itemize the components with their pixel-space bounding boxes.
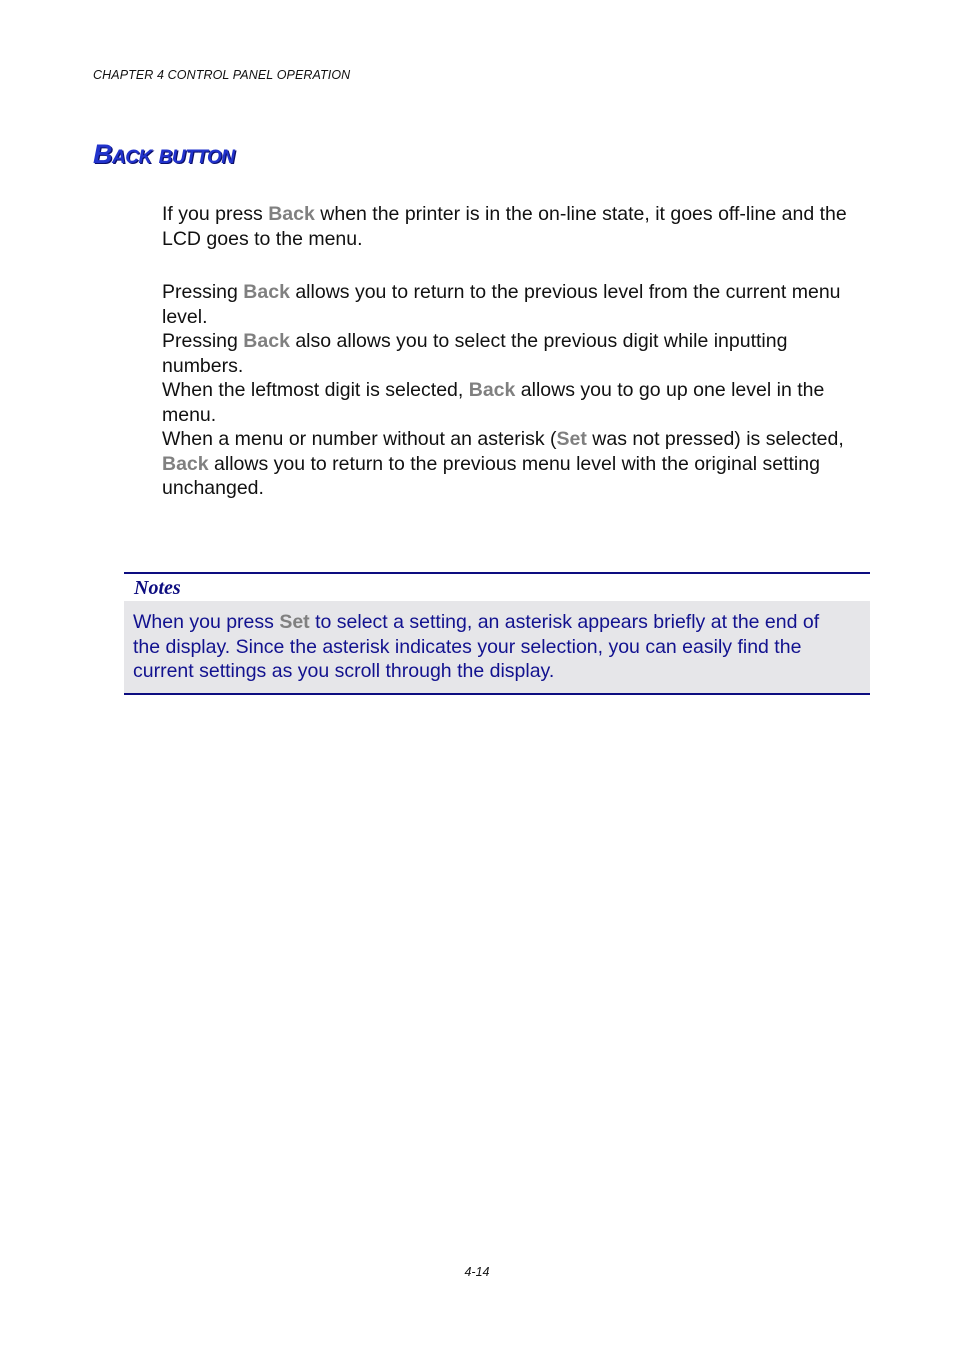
paragraph-1 xyxy=(162,202,872,251)
set-keyword: Set xyxy=(279,611,310,633)
text-span: When the leftmost digit is selected, xyxy=(162,379,469,401)
text-span: When you press xyxy=(133,611,280,633)
body-text xyxy=(162,202,872,501)
section-title: Back button xyxy=(93,139,235,169)
text-span: was not pressed) is selected, xyxy=(586,428,844,450)
text-span: Pressing xyxy=(162,330,244,352)
text-span: When a menu or number without an asterisk ( xyxy=(162,428,557,450)
running-header: CHAPTER 4 CONTROL PANEL OPERATION xyxy=(93,68,351,82)
paragraph-2 xyxy=(162,280,872,329)
notes-label: Notes xyxy=(124,574,870,601)
paragraph-5 xyxy=(162,427,872,501)
paragraph-4 xyxy=(162,378,872,427)
paragraph-3 xyxy=(162,329,872,378)
text-span: allows you to return to the previous level from the current menu level. xyxy=(162,281,841,328)
text-span: If you press xyxy=(162,203,269,225)
back-keyword: Back xyxy=(468,379,516,401)
text-span: to select a setting, an asterisk appears briefly at the end of the display. Since the asterisk indicates your selection, you can easily find the current settings as you scroll through the display. xyxy=(133,611,820,682)
back-keyword: Back xyxy=(243,330,290,352)
text-span: allows you to go up one level in the menu. xyxy=(162,379,825,426)
text-span: also allows you to select the previous digit while inputting numbers. xyxy=(162,330,788,377)
text-span: Pressing xyxy=(162,281,244,303)
back-keyword: Back xyxy=(243,281,290,303)
back-keyword: Back xyxy=(162,452,209,475)
text-span: allows you to return to the previous menu level with the original setting unchanged. xyxy=(162,452,820,499)
set-keyword: Set xyxy=(556,428,587,450)
notes-box xyxy=(124,572,870,695)
text-span: when the printer is in the on-line state, it goes off-line and the LCD goes to the menu. xyxy=(162,203,847,250)
page-number: 4-14 xyxy=(464,1265,490,1279)
notes-body xyxy=(124,601,870,693)
back-keyword: Back xyxy=(268,203,315,225)
